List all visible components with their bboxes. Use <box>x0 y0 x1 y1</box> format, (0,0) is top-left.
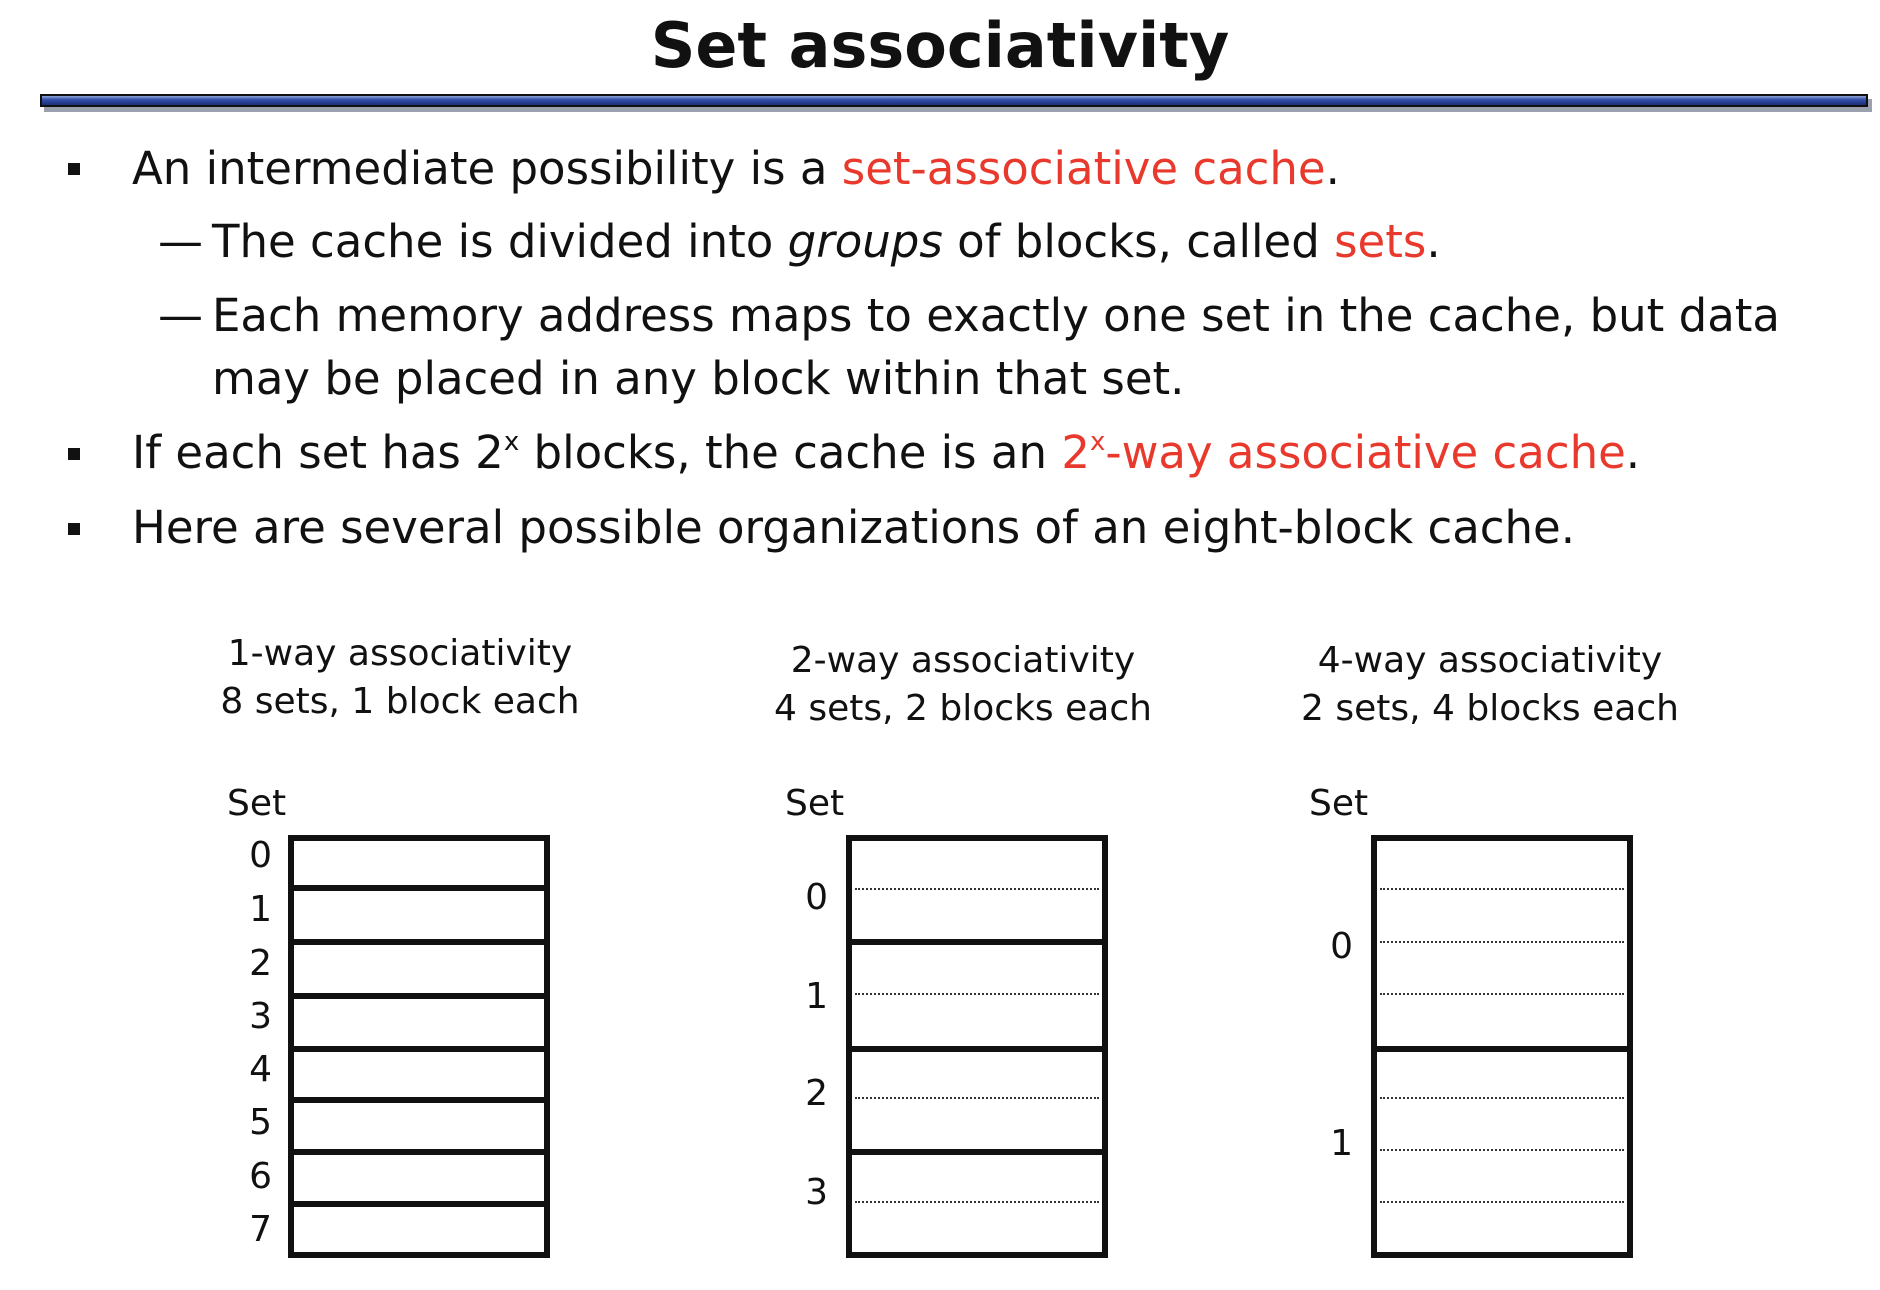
term-2x-way-associative-cache: 2$^x$-way associative cache <box>1061 426 1626 479</box>
set-index: 2 <box>805 1073 828 1114</box>
block-divider <box>855 888 1099 890</box>
set-divider <box>291 1201 547 1207</box>
set-divider <box>291 1097 547 1103</box>
set-divider <box>291 1149 547 1155</box>
set-index: 1 <box>249 889 272 930</box>
set-divider <box>291 1046 547 1052</box>
set-divider <box>1374 1046 1630 1052</box>
dash-marker: — <box>158 289 203 342</box>
set-divider <box>849 1046 1105 1052</box>
term-set-associative-cache: set-associative cache <box>841 142 1326 195</box>
block-divider <box>1380 1149 1624 1151</box>
bullet-marker <box>68 448 80 460</box>
set-index: 6 <box>249 1156 272 1197</box>
set-divider <box>849 1149 1105 1155</box>
subbullet-mapping-line2: may be placed in any block within that set. <box>212 352 1185 405</box>
set-column-label: Set <box>785 783 845 824</box>
block-divider <box>855 993 1099 995</box>
set-index: 1 <box>1330 1123 1353 1164</box>
block-divider <box>855 1097 1099 1099</box>
bullet-marker <box>68 163 80 175</box>
set-divider <box>291 885 547 891</box>
set-index: 5 <box>249 1102 272 1143</box>
diagram-2way-caption: 2-way associativity 4 sets, 2 blocks each <box>774 640 1152 729</box>
bullet-organizations: Here are several possible organizations of an eight-block cache. <box>132 501 1576 554</box>
set-index: 0 <box>805 877 828 918</box>
set-divider <box>291 939 547 945</box>
set-divider <box>291 993 547 999</box>
set-index: 1 <box>805 976 828 1017</box>
set-column-label: Set <box>1309 783 1369 824</box>
set-index: 3 <box>805 1172 828 1213</box>
set-index: 4 <box>249 1049 272 1090</box>
title-rule <box>40 94 1868 107</box>
block-divider <box>1380 1097 1624 1099</box>
block-divider <box>1380 1201 1624 1203</box>
diagram-4way-caption: 4-way associativity 2 sets, 4 blocks each <box>1301 640 1679 729</box>
set-divider <box>849 939 1105 945</box>
set-column-label: Set <box>227 783 287 824</box>
block-divider <box>1380 888 1624 890</box>
set-index: 0 <box>1330 926 1353 967</box>
bullet-set-associative: An intermediate possibility is a set-associative cache. <box>132 142 1340 195</box>
set-index: 0 <box>249 835 272 876</box>
block-divider <box>1380 993 1624 995</box>
set-index: 2 <box>249 943 272 984</box>
dash-marker: — <box>158 215 203 268</box>
subbullet-groups: The cache is divided into groups of blocks, called sets. <box>212 215 1441 268</box>
bullet-marker <box>68 523 80 535</box>
block-divider <box>1380 941 1624 943</box>
block-divider <box>855 1201 1099 1203</box>
diagram-1way-caption: 1-way associativity 8 sets, 1 block each <box>220 633 580 722</box>
bullet-2x-way: If each set has 2$^x$ blocks, the cache is an 2$^x$-way associative cache. <box>132 426 1641 479</box>
term-sets: sets <box>1334 215 1427 268</box>
set-index: 7 <box>249 1209 272 1250</box>
set-index: 3 <box>249 996 272 1037</box>
slide-title: Set associativity <box>650 9 1230 82</box>
subbullet-mapping-line1: Each memory address maps to exactly one set in the cache, but data <box>212 289 1780 342</box>
